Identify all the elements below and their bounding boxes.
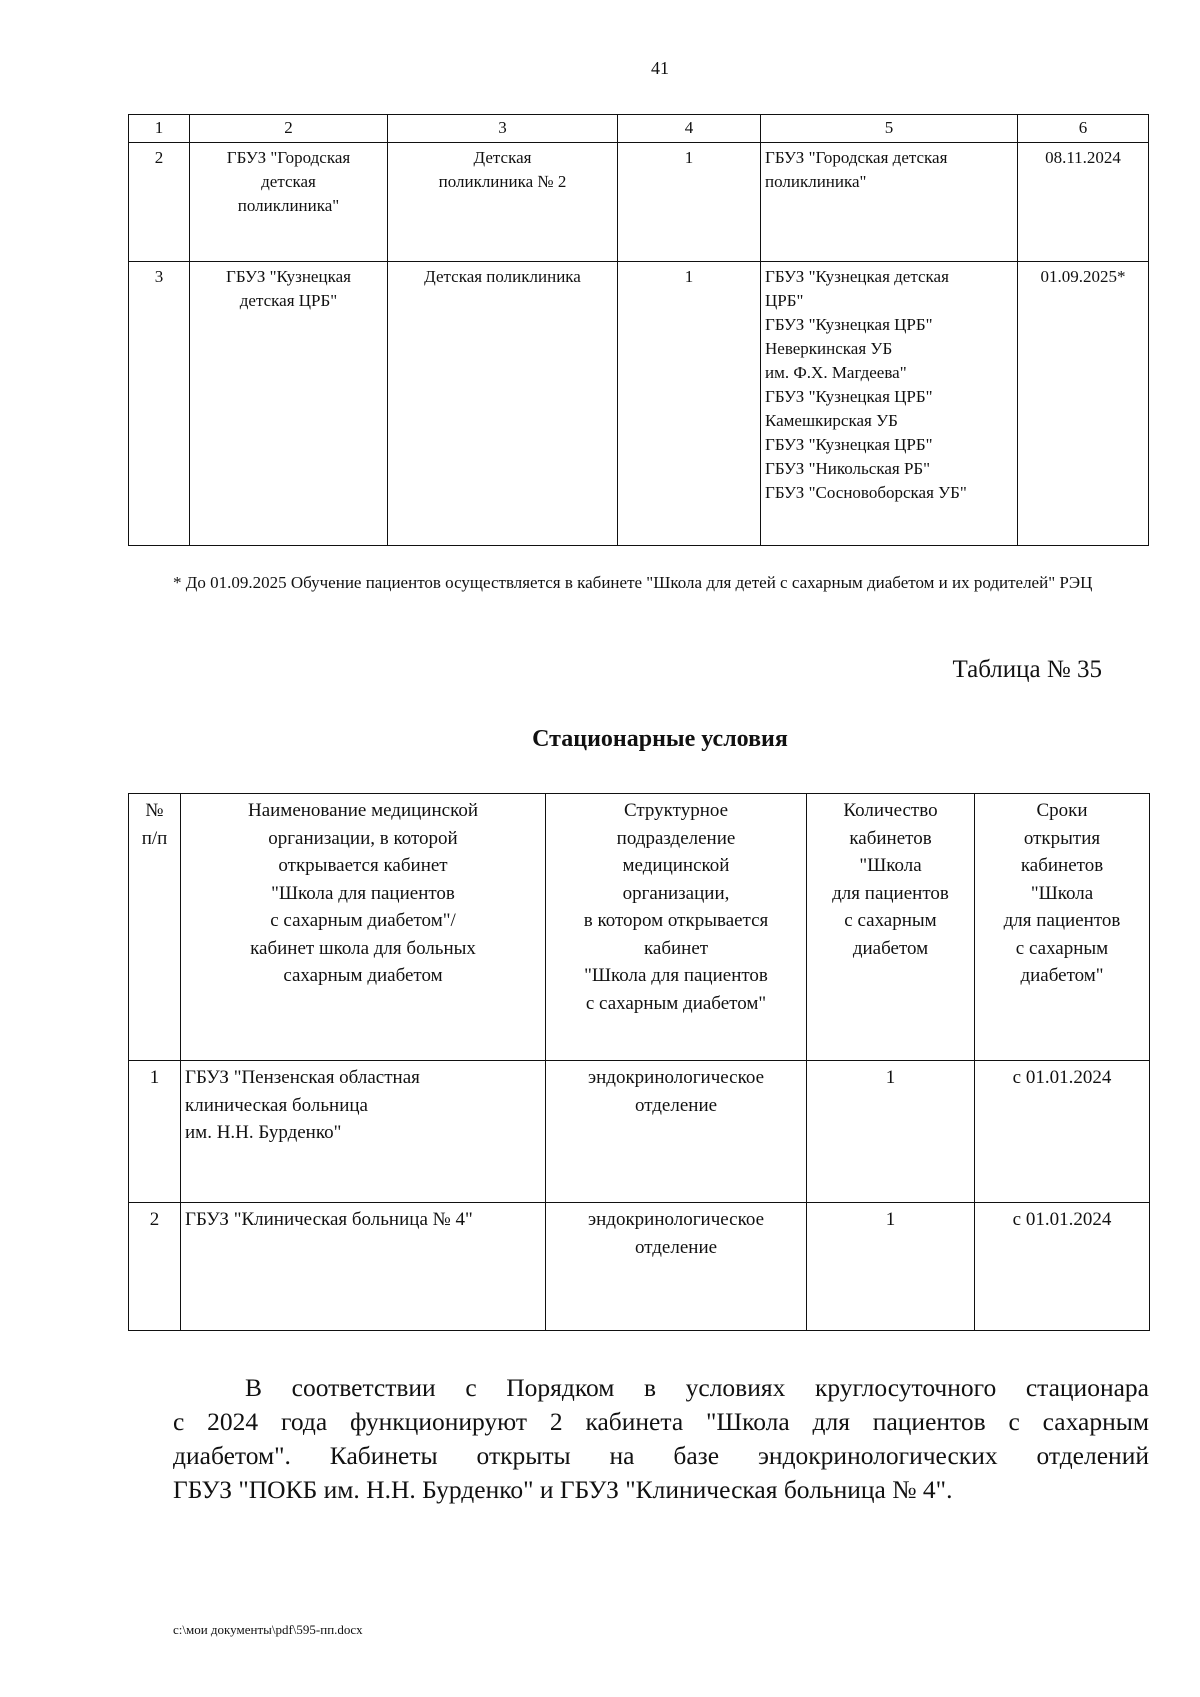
table-continuation bbox=[128, 114, 1149, 546]
header-cell: 1 bbox=[129, 115, 190, 143]
cabinet-count: 1 bbox=[807, 1203, 975, 1331]
unit-name: Детская поликлиника № 2 bbox=[388, 143, 618, 262]
open-date: с 01.01.2024 bbox=[975, 1061, 1150, 1203]
cabinet-count: 1 bbox=[618, 262, 761, 546]
table-row bbox=[129, 262, 1149, 546]
row-number: 2 bbox=[129, 1203, 181, 1331]
org-name: ГБУЗ "Кузнецкая детская ЦРБ" bbox=[190, 262, 388, 546]
page-number: 41 bbox=[651, 58, 669, 78]
header-cell-count: Количество кабинетов "Школа для пациентов с сахарным диабетом bbox=[807, 794, 975, 1061]
header-cell-date: Сроки открытия кабинетов "Школа для пациентов с сахарным диабетом" bbox=[975, 794, 1150, 1061]
header-cell-org: Наименование медицинской организации, в которой открывается кабинет "Школа для пациентов с сахарным диабетом"/ кабинет школа для больных сахарным диабетом bbox=[181, 794, 546, 1061]
body-paragraph bbox=[173, 1371, 1149, 1507]
paragraph-line: ГБУЗ "ПОКБ им. Н.Н. Бурденко" и ГБУЗ "Клиническая больница № 4". bbox=[173, 1475, 953, 1504]
unit-name: Детская поликлиника bbox=[388, 262, 618, 546]
cabinet-count: 1 bbox=[618, 143, 761, 262]
org-name: ГБУЗ "Клиническая больница № 4" bbox=[181, 1203, 546, 1331]
header-cell: 3 bbox=[388, 115, 618, 143]
paragraph-line: с 2024 года функционируют 2 кабинета "Школа для пациентов с сахарным bbox=[173, 1407, 1149, 1436]
header-cell: 2 bbox=[190, 115, 388, 143]
header-cell-num: № п/п bbox=[129, 794, 181, 1061]
table-header-row bbox=[129, 115, 1149, 143]
open-date: 08.11.2024 bbox=[1018, 143, 1149, 262]
header-cell-unit: Структурное подразделение медицинской организации, в котором открывается кабинет "Школа для пациентов с сахарным диабетом" bbox=[546, 794, 807, 1061]
attached-orgs: ГБУЗ "Городская детская поликлиника" bbox=[761, 143, 1018, 262]
table-header-row bbox=[129, 794, 1150, 1061]
open-date: с 01.01.2024 bbox=[975, 1203, 1150, 1331]
org-name: ГБУЗ "Городская детская поликлиника" bbox=[190, 143, 388, 262]
section-title: Стационарные условия bbox=[532, 726, 788, 752]
table-row bbox=[129, 1061, 1150, 1203]
table-row bbox=[129, 1203, 1150, 1331]
org-name: ГБУЗ "Пензенская областная клиническая больница им. Н.Н. Бурденко" bbox=[181, 1061, 546, 1203]
table-label: Таблица № 35 bbox=[952, 656, 1102, 683]
footnote: * До 01.09.2025 Обучение пациентов осуществляется в кабинете "Школа для детей с сахарным диабетом и их родителей" РЭЦ bbox=[173, 573, 1093, 592]
footer-file-path: c:\мои документы\pdf\595-пп.docx bbox=[173, 1622, 363, 1637]
row-number: 3 bbox=[129, 262, 190, 546]
row-number: 2 bbox=[129, 143, 190, 262]
open-date: 01.09.2025* bbox=[1018, 262, 1149, 546]
header-cell: 4 bbox=[618, 115, 761, 143]
unit-name: эндокринологическое отделение bbox=[546, 1203, 807, 1331]
cabinet-count: 1 bbox=[807, 1061, 975, 1203]
unit-name: эндокринологическое отделение bbox=[546, 1061, 807, 1203]
paragraph-line: диабетом". Кабинеты открыты на базе эндокринологических отделений bbox=[173, 1441, 1149, 1470]
attached-orgs: ГБУЗ "Кузнецкая детская ЦРБ" ГБУЗ "Кузнецкая ЦРБ" Неверкинская УБ им. Ф.Х. Магдеева" ГБУЗ "Кузнецкая ЦРБ" Камешкирская УБ ГБУЗ "Кузнецкая ЦРБ" ГБУЗ "Никольская РБ" ГБУЗ "Сосновоборская УБ" bbox=[761, 262, 1018, 546]
table-row bbox=[129, 143, 1149, 262]
table-inpatient bbox=[128, 793, 1150, 1331]
row-number: 1 bbox=[129, 1061, 181, 1203]
header-cell: 5 bbox=[761, 115, 1018, 143]
paragraph-line: В соответствии с Порядком в условиях круглосуточного стационара bbox=[245, 1373, 1149, 1402]
header-cell: 6 bbox=[1018, 115, 1149, 143]
